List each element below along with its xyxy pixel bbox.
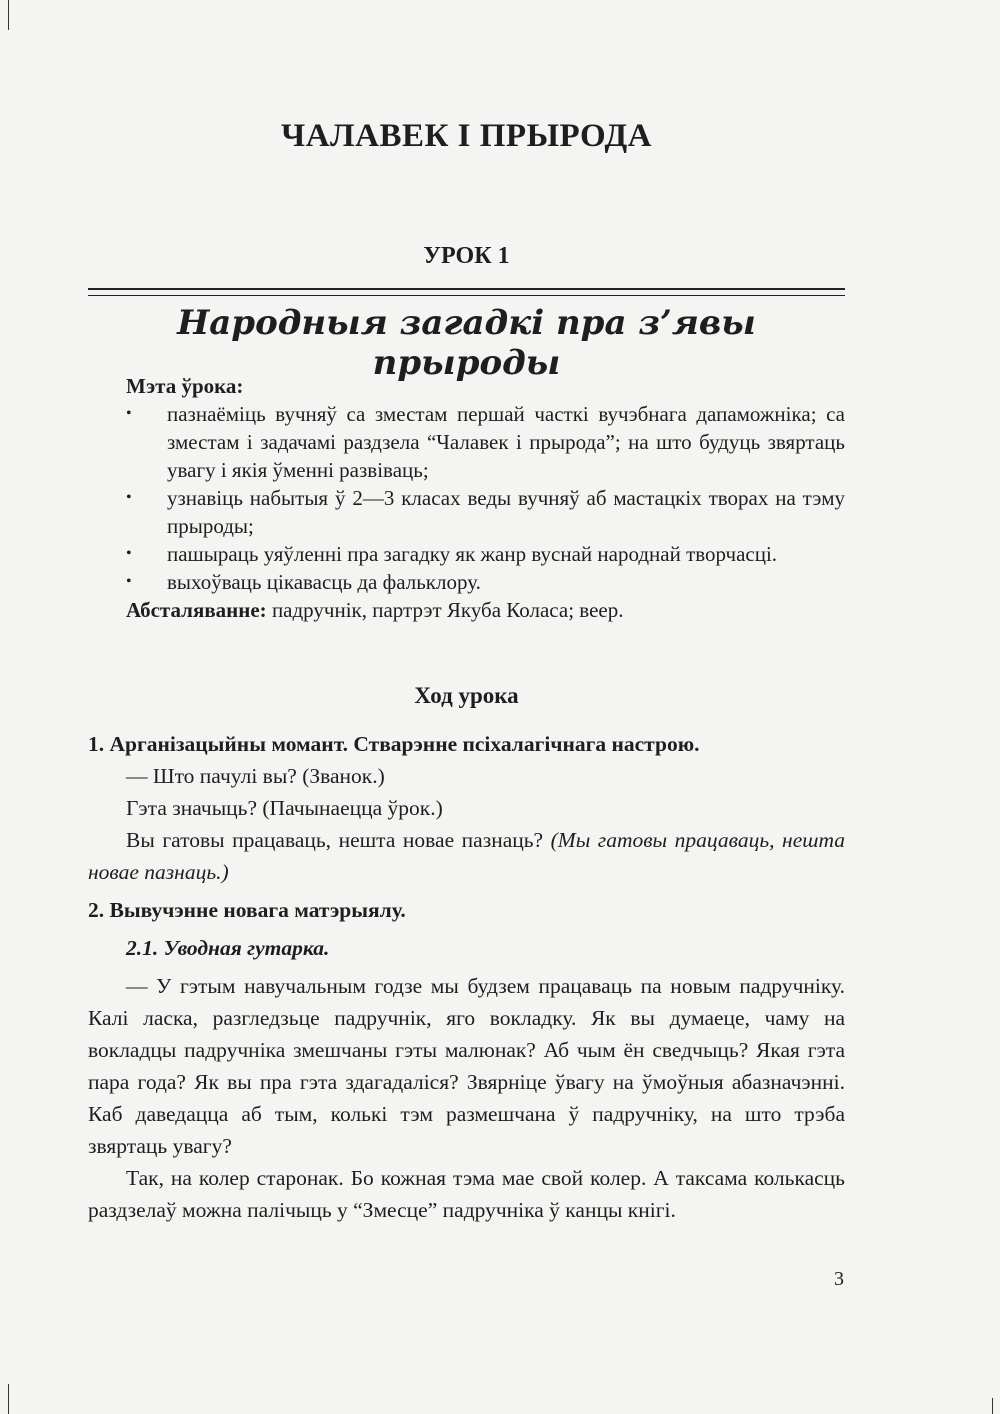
dialog-line: Вы гатовы працаваць, нешта новае пазнаць? (Мы гатовы працаваць, нешта новае пазнаць.) — [88, 828, 846, 884]
goal-item: • пашыраць уяўленні пра загадку як жанр вуснай народнай творчасці. — [126, 542, 778, 566]
equipment-text: падручнік, партрэт Якуба Коласа; веер. — [266, 598, 624, 622]
paragraph: Так, на колер старонак. Бо кожная тэма мае свой колер. А таксама колькасць раздзелаў можна палічыць у “Змесце” падручніка ў канцы кнігі. — [88, 1166, 845, 1222]
lesson-goals — [126, 372, 845, 624]
lesson-label: УРОК 1 — [423, 243, 510, 269]
crop-mark-bottom-left — [8, 1384, 9, 1414]
lesson-title: Народныя загадкі пра з’явы прыроды — [177, 303, 756, 383]
section-title: ЧАЛАВЕК І ПРЫРОДА — [280, 118, 653, 154]
bullet-icon: • — [126, 489, 132, 506]
dialog-line: — Што пачулі вы? (Званок.) — [126, 764, 385, 788]
crop-mark-top — [8, 0, 9, 30]
course-heading: Ход урока — [414, 683, 519, 708]
step-2-heading: 2. Вывучэнне новага матэрыялу. — [88, 898, 406, 922]
expected-answer: (Мы гатовы працаваць, нешта новае пазнаць.) — [88, 828, 846, 884]
equipment-label: Абсталяванне: — [126, 598, 267, 622]
goal-item: • выхоўваць цікавасць да фальклору. — [126, 570, 481, 594]
paragraph: — У гэтым навучальным годзе мы будзем працаваць па новым падручніку. Калі ласка, разгледзьце падручнік, яго вокладку. Як вы думаеце, чаму на вокладцы падручніка змешчаны гэты малюнак? Аб чым ён сведчыць? Якая гэта пара года? Як вы пра гэта здагадаліся? Звярніце ўвагу на ўмоўныя абазначэнні. Каб даведацца аб тым, колькі тэм размешчана ў падручніку, на што трэба звяртаць увагу? — [88, 974, 845, 1158]
equipment-line — [126, 596, 845, 624]
goal-item: • узнавіць набытыя ў 2—3 класах веды вучняў аб мастацкіх творах на тэму прыроды; — [126, 486, 845, 538]
step-1-heading: 1. Арганізацыйны момант. Стварэнне псіхалагічнага настрою. — [88, 732, 700, 756]
bullet-icon: • — [126, 405, 132, 422]
bullet-icon: • — [126, 573, 132, 590]
crop-mark-bottom-right — [992, 1398, 993, 1414]
double-rule-divider — [88, 288, 845, 296]
bullet-icon: • — [126, 545, 132, 562]
goals-heading: Мэта ўрока: — [126, 374, 244, 398]
goals-list — [126, 400, 845, 596]
dialog-line: Гэта значыць? (Пачынаецца ўрок.) — [126, 796, 443, 820]
goal-item: • пазнаёміць вучняў са зместам першай часткі вучэбнага дапаможніка; са зместам і задачамі раздзела “Чалавек і прырода”; на што будуць звяртаць увагу і якія ўменні развіваць; — [126, 402, 845, 482]
sub-heading: 2.1. Уводная гутарка. — [126, 936, 330, 960]
lesson-body — [88, 728, 845, 1226]
page-number: 3 — [834, 1268, 844, 1290]
